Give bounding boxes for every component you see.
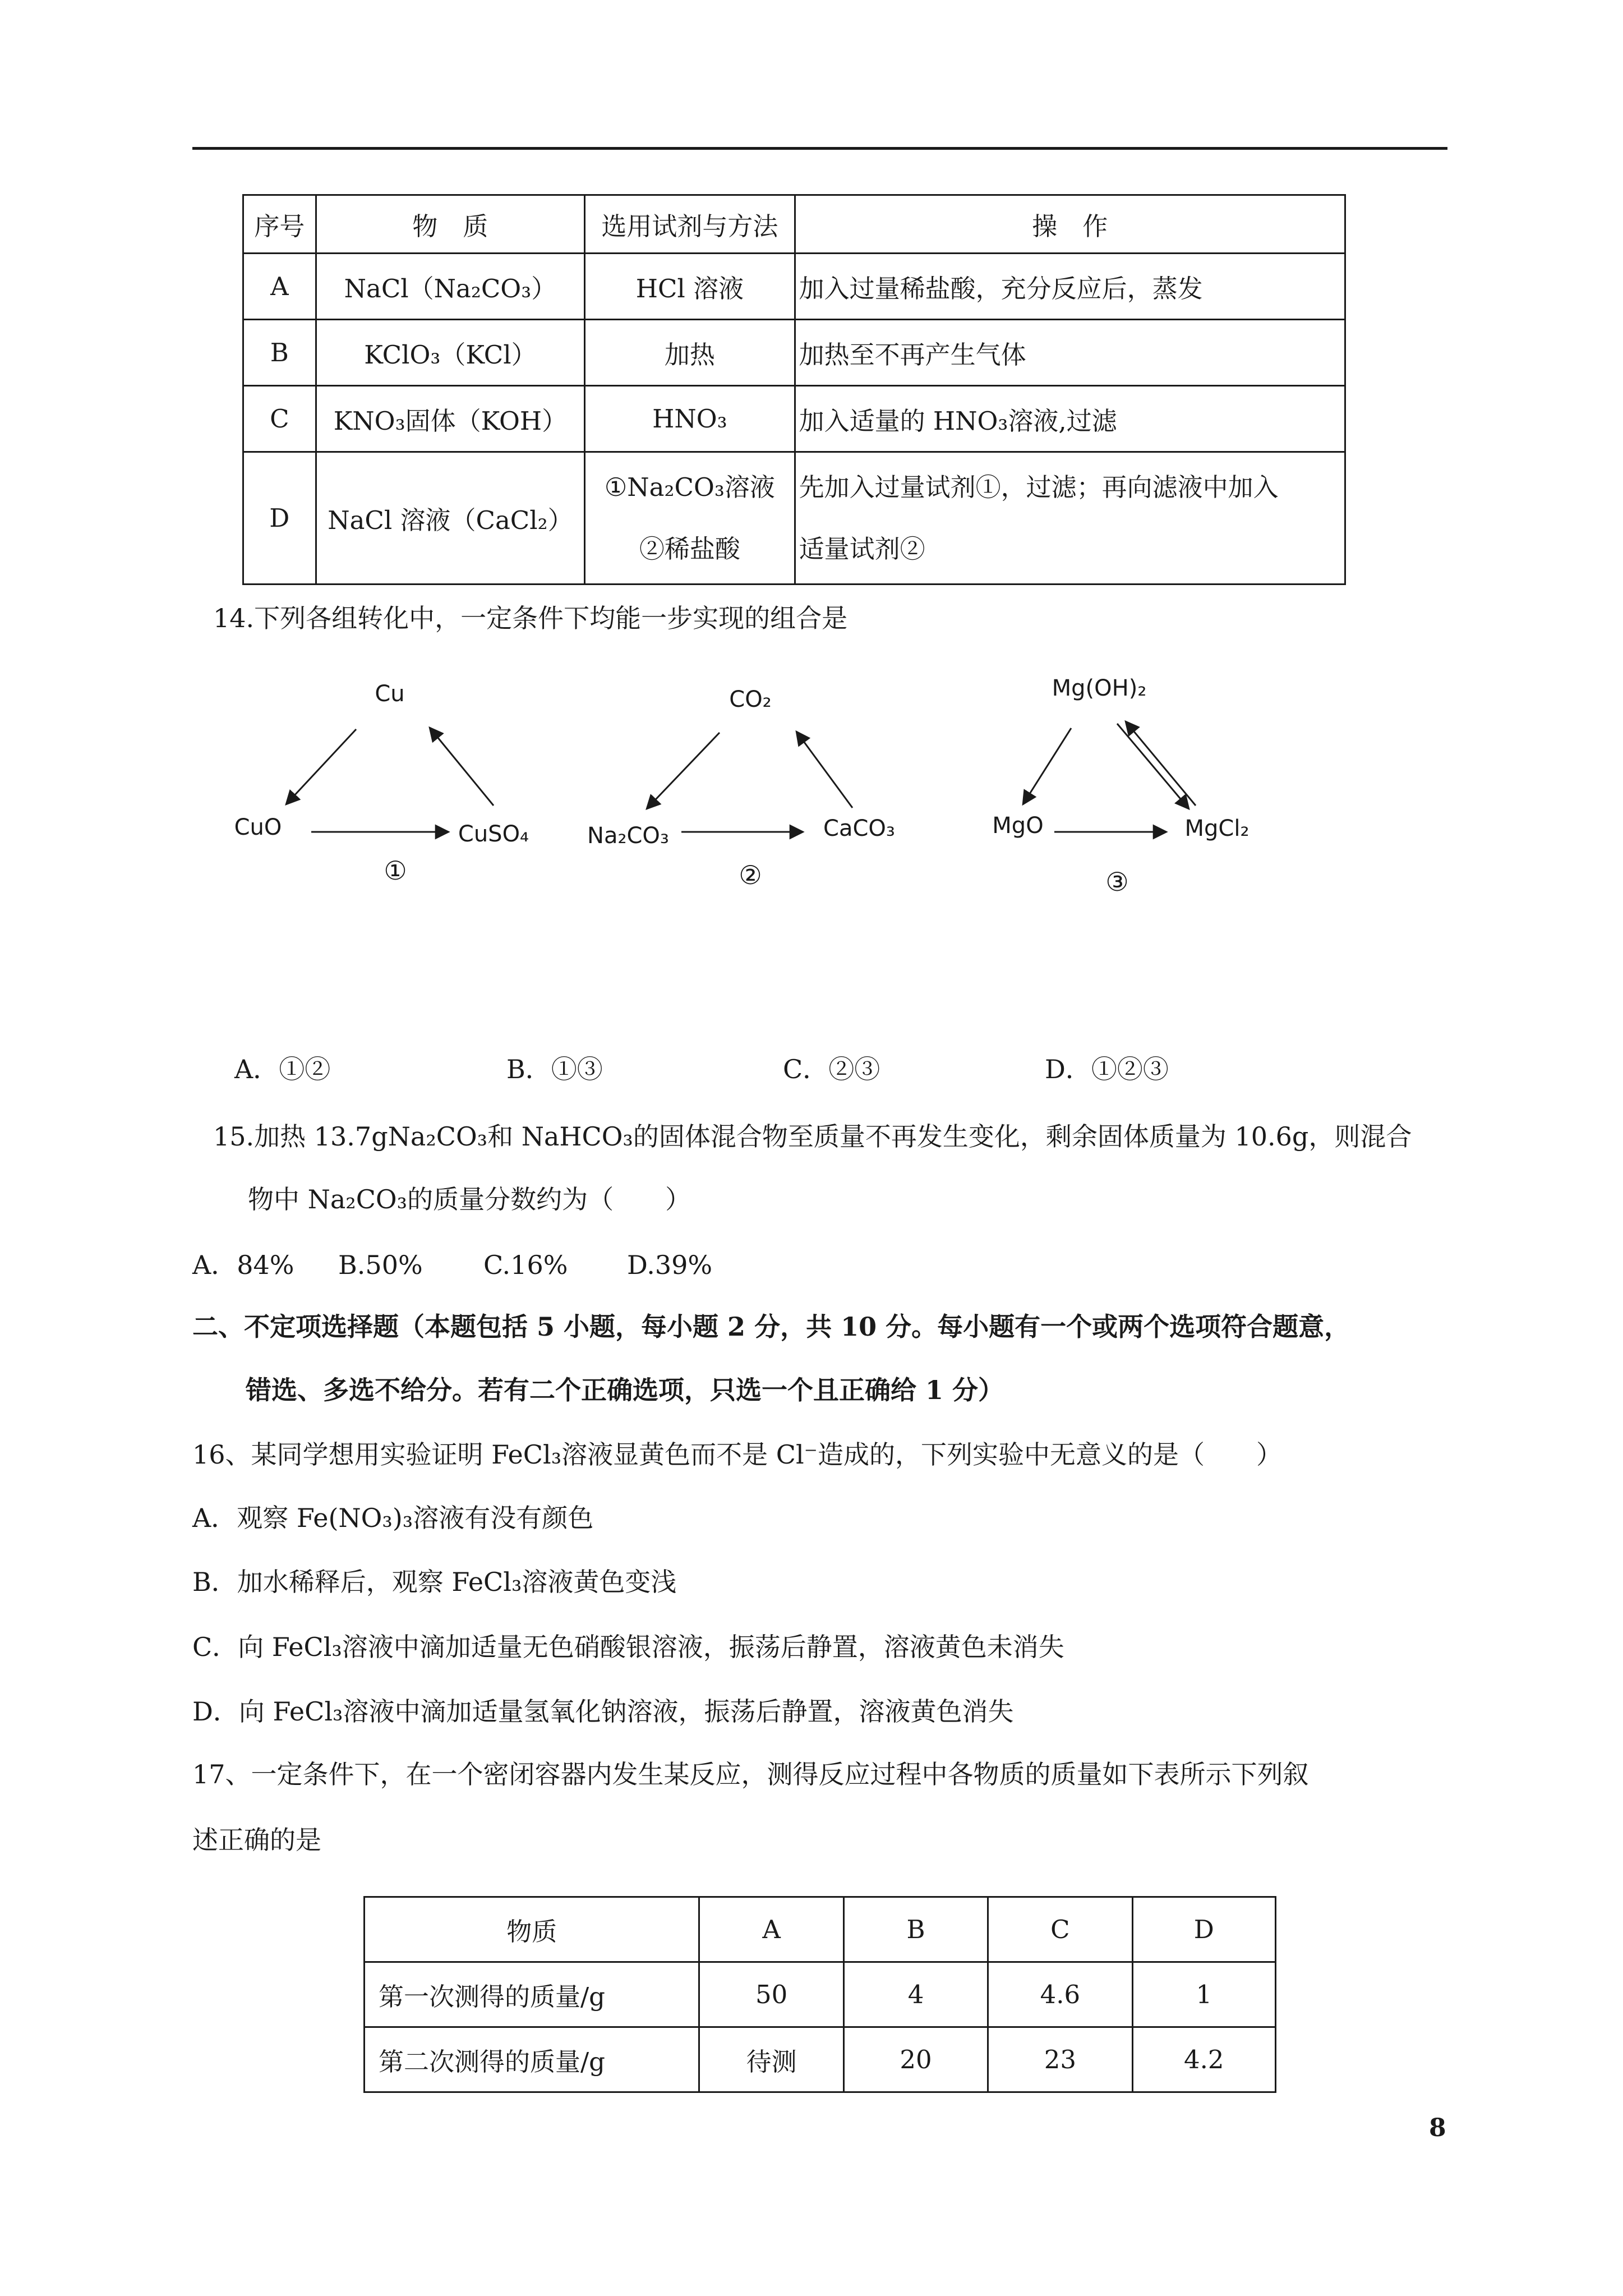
page-number: 8 (1429, 2114, 1446, 2142)
diagram-1-right: CuSO₄ (458, 821, 529, 847)
q14-option-c: C．②③ (783, 1054, 880, 1084)
table-cell: 23 (988, 2027, 1132, 2092)
row-reagent: HNO₃ (585, 386, 795, 452)
row-id: C (243, 386, 316, 452)
row-reagent (585, 452, 795, 585)
table-row (365, 2027, 1276, 2092)
header-cell: D (1132, 1897, 1275, 1962)
header-cell: C (988, 1897, 1132, 1962)
table-row (243, 452, 1345, 585)
header-cell: 操 作 (795, 195, 1345, 254)
q17-line-2: 述正确的是 (192, 1825, 321, 1855)
diagram-1-label: ① (384, 855, 407, 886)
row-operation: 加热至不再产生气体 (795, 320, 1345, 386)
arrow-top-to-left (1023, 728, 1071, 804)
q16-option-a: A．观察 Fe(NO₃)₃溶液有没有颜色 (192, 1503, 594, 1533)
row-operation: 加入适量的 HNO₃溶液,过滤 (795, 386, 1345, 452)
q16-option-d: D．向 FeCl₃溶液中滴加适量氢氧化钠溶液，振荡后静置，溶液黄色消失 (192, 1696, 1014, 1727)
header-cell: 物质 (365, 1897, 699, 1962)
conversion-diagrams (213, 656, 1279, 914)
header-rule (192, 147, 1447, 150)
table-cell: 50 (699, 1962, 843, 2027)
q16-option-c: C．向 FeCl₃溶液中滴加适量无色硝酸银溶液，振荡后静置，溶液黄色未消失 (192, 1632, 1064, 1662)
diagram-1-top: Cu (375, 681, 405, 707)
arrow-top-to-right (1117, 724, 1189, 809)
diagram-2 (587, 687, 895, 890)
diagram-2-right: CaCO₃ (823, 816, 895, 841)
q14-option-d: D．①②③ (1045, 1054, 1169, 1084)
reagent-line: ①Na₂CO₃溶液 (604, 472, 775, 502)
header-cell: B (843, 1897, 988, 1962)
table-header-row (365, 1897, 1276, 1962)
header-cell: A (699, 1897, 843, 1962)
mass-table (363, 1896, 1276, 2093)
row-label: 第二次测得的质量/g (365, 2027, 699, 2092)
diagram-3 (992, 675, 1249, 897)
table-cell: 20 (843, 2027, 988, 2092)
q15-line-1: 15.加热 13.7gNa₂CO₃和 NaHCO₃的固体混合物至质量不再发生变化，剩余固体质量为 10.6g，则混合 (213, 1121, 1412, 1152)
row-id: B (243, 320, 316, 386)
row-label: 第一次测得的质量/g (365, 1962, 699, 2027)
table-cell: 待测 (699, 2027, 843, 2092)
section-2-note: 错选、多选不给分。若有二个正确选项，只选一个且正确给 1 分） (246, 1375, 1004, 1405)
q16-stem: 16、某同学想用实验证明 FeCl₃溶液显黄色而不是 Cl⁻造成的，下列实验中无意义的是（ ） (192, 1439, 1282, 1470)
arrow-top-to-left (286, 729, 356, 804)
table-cell: 4.2 (1132, 2027, 1275, 2092)
q14-option-b: B．①③ (506, 1054, 603, 1084)
row-operation (795, 452, 1345, 585)
table-header-row (243, 195, 1345, 254)
row-substance: KNO₃固体（KOH） (316, 386, 585, 452)
diagram-3-left: MgO (992, 813, 1044, 839)
diagram-1 (234, 681, 529, 886)
row-reagent: HCl 溶液 (585, 254, 795, 320)
table-row (365, 1962, 1276, 2027)
q14-stem: 14.下列各组转化中，一定条件下均能一步实现的组合是 (213, 603, 848, 633)
table-cell: 4.6 (988, 1962, 1132, 2027)
row-operation: 加入过量稀盐酸，充分反应后，蒸发 (795, 254, 1345, 320)
diagram-1-left: CuO (234, 815, 282, 840)
diagram-3-label: ③ (1105, 867, 1129, 897)
row-substance: NaCl 溶液（CaCl₂） (316, 452, 585, 585)
diagram-3-right: MgCl₂ (1184, 816, 1249, 841)
arrow-right-to-top (430, 728, 494, 806)
row-id: D (243, 452, 316, 585)
header-cell: 序号 (243, 195, 316, 254)
section-2-heading: 二、不定项选择题（本题包括 5 小题，每小题 2 分，共 10 分。每小题有一个或两个选项符合题意， (192, 1312, 1350, 1342)
diagram-2-top: CO₂ (729, 687, 772, 712)
row-substance: NaCl（Na₂CO₃） (316, 254, 585, 320)
header-cell: 选用试剂与方法 (585, 195, 795, 254)
q17-line-1: 17、一定条件下，在一个密闭容器内发生某反应，测得反应过程中各物质的质量如下表所示下列叙 (192, 1759, 1309, 1789)
table-row (243, 386, 1345, 452)
table-row (243, 254, 1345, 320)
arrow-right-to-top (1126, 721, 1196, 806)
q15-option-d: D.39% (627, 1250, 713, 1280)
diagram-3-top: Mg(OH)₂ (1052, 675, 1147, 701)
header-cell: 物 质 (316, 195, 585, 254)
q15-option-a: A．84% (192, 1250, 294, 1280)
operation-line: 先加入过量试剂①，过滤；再向滤液中加入 (799, 472, 1279, 502)
diagram-2-label: ② (739, 860, 762, 890)
diagram-2-left: Na₂CO₃ (587, 823, 669, 849)
reagent-line: ②稀盐酸 (639, 533, 740, 564)
table-cell: 1 (1132, 1962, 1275, 2027)
operation-line: 适量试剂② (799, 533, 925, 564)
arrow-right-to-top (796, 731, 852, 808)
purification-table (242, 194, 1346, 585)
arrow-top-to-left (647, 733, 720, 809)
table-row (243, 320, 1345, 386)
table-cell: 4 (843, 1962, 988, 2027)
q15-option-c: C.16% (483, 1250, 568, 1280)
q14-option-a: A．①② (234, 1054, 331, 1084)
row-id: A (243, 254, 316, 320)
q16-option-b: B．加水稀释后，观察 FeCl₃溶液黄色变浅 (192, 1567, 677, 1597)
row-reagent: 加热 (585, 320, 795, 386)
q15-option-b: B.50% (338, 1250, 423, 1280)
row-substance: KClO₃（KCl） (316, 320, 585, 386)
q15-line-2: 物中 Na₂CO₃的质量分数约为（ ） (248, 1184, 691, 1214)
